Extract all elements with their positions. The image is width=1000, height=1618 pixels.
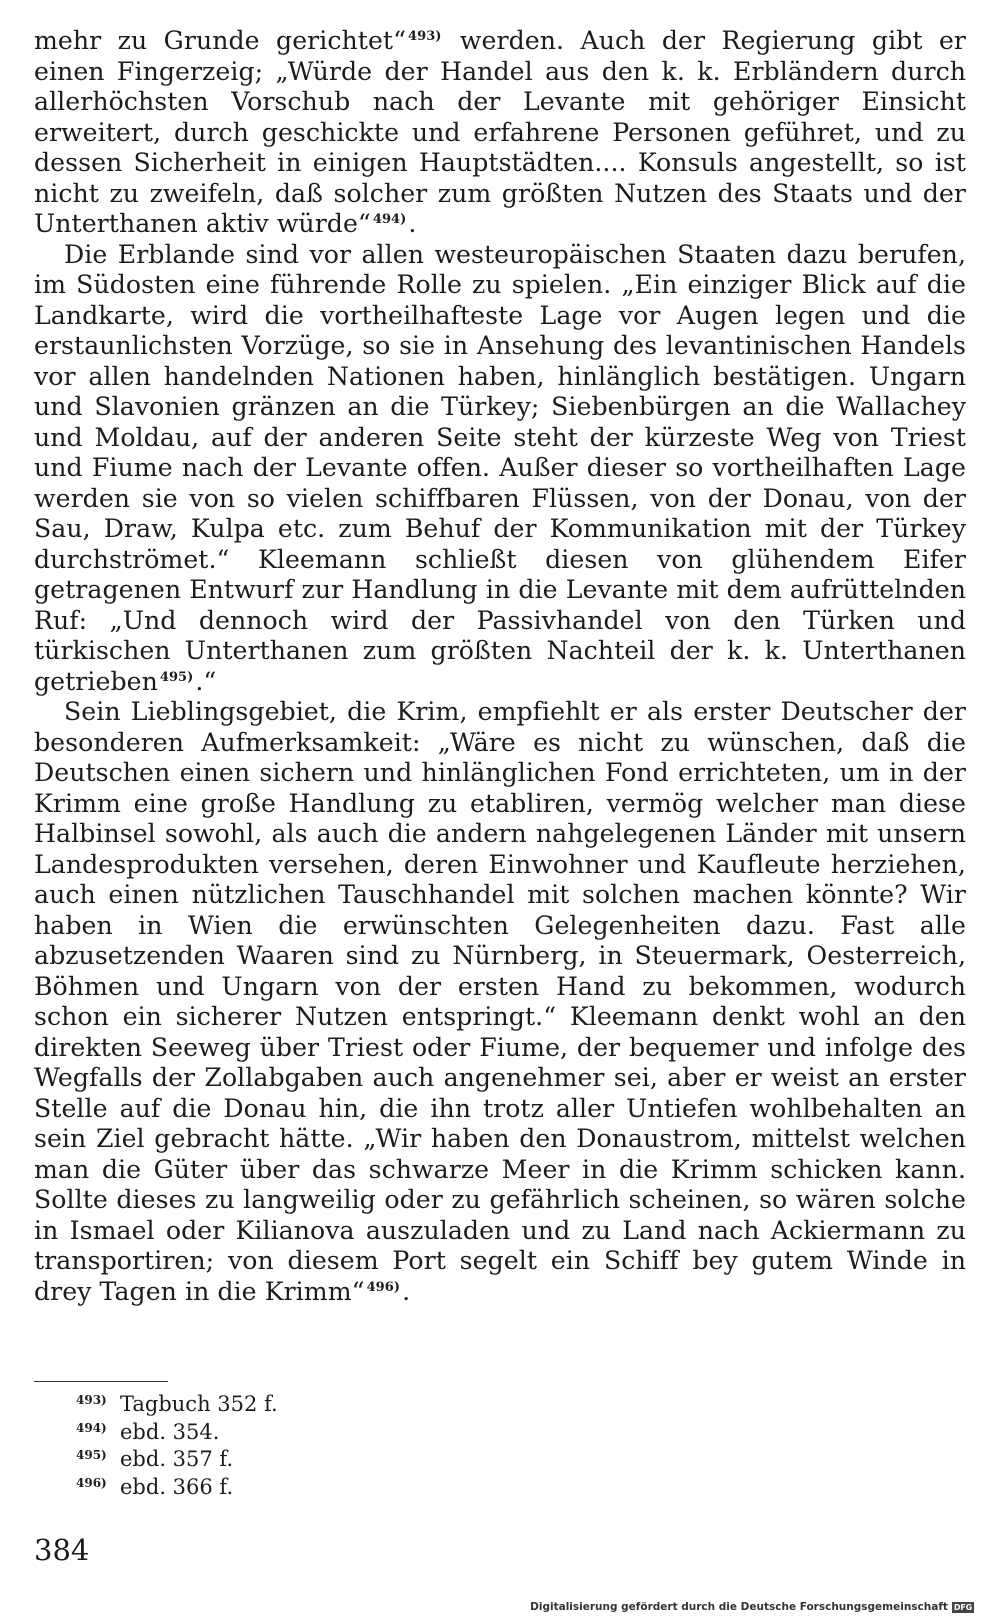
footnote-text: ebd. 354. [120,1419,220,1444]
main-text [34,26,966,1307]
text-run: mehr zu Grunde gerichtet“ [34,26,407,55]
footnote-ref-494[interactable]: 494) [372,212,407,227]
footnote-number: 493) [76,1393,107,1407]
footnote-text: Tagbuch 352 f. [120,1392,278,1416]
footnote-ref-496[interactable]: 496) [366,1279,401,1295]
text-run: . [408,209,417,238]
dfg-logo-icon: DFG [953,1602,972,1612]
text-run: werden. Auch der Regierung gibt er einen Fingerzeig; „Würde der Handel aus den k. k. Erbländern durch allerhöchsten Vorschub nach der Levante mit gehöriger Einsicht erweitert, durch geschickte und erfahrene Personen geführet, und zu dessen Sicherheit in einigen Hauptstädten.... Konsuls angestellt, so ist nicht zu zweifeln, daß solcher zum größten Nutzen des Staats und der Unterthanen aktiv würde“ [34,26,966,238]
footnote-493 [76,1392,676,1420]
text-run: Sein Lieblingsgebiet, die Krim, empfiehlt er als erster Deutscher der besonderen Aufmerksamkeit: „Wäre es nicht zu wünschen, daß die Deutschen einen sichern und hinlänglichen Fond errichteten, um in der Krimm eine große Handlung zu etabliren, vermög welcher man diese Halbinsel sowohl, als auch die andern nahgelegenen Länder mit unsern Landesprodukten versehen, deren Einwohner und Kaufleute herziehen, auch einen nützlichen Tauschhandel mit solchen machen könnte? Wir haben in Wien die erwünschten Gelegenheiten dazu. Fast alle abzusetzenden Waaren sind zu Nürnberg, in Steuermark, Oesterreich, Böhmen und Ungarn von der ersten Hand zu bekommen, wodurch schon ein sicherer Nutzen entspringt.“ Kleemann denkt wohl an den direkten Seeweg über Triest oder Fiume, der bequemer und infolge des Wegfalls der Zollabgaben auch angenehmer sei, aber er weist an erster Stelle auf die Donau hin, die ihn trotz aller Untiefen wohlbehalten an sein Ziel gebracht hätte. „Wir haben den Donaustrom, mittelst welchen man die Güter über das schwarze Meer in die Krimm schicken kann. Sollte dieses zu langweilig oder zu gefährlich scheinen, so wären solche in Ismael oder Kilianova auszuladen und zu Land nach Ackiermann zu transportiren; von diesem Port segelt ein Schiff bey gutem Winde in drey Tagen in die Krimm“ [34,697,966,1306]
credit-text: Digitalisierung gefördert durch die Deutsche Forschungsgemeinschaft [530,1601,948,1613]
paragraph-1 [34,26,966,240]
page-number: 384 [34,1533,90,1567]
digitization-credit [530,1601,974,1613]
footnote-ref-495[interactable]: 495) [159,669,194,685]
footnote-number: 495) [76,1448,107,1462]
footnote-ref-493[interactable]: 493) [408,29,442,44]
footnote-496 [76,1475,676,1503]
footnote-number: 496) [76,1475,107,1490]
footnote-number: 494) [76,1420,107,1435]
footnote-495 [76,1447,676,1475]
text-run: Die Erblande sind vor allen westeuropäischen Staaten dazu berufen, im Südosten eine führende Rolle zu spielen. „Ein einziger Blick auf die Landkarte, wird die vortheilhafteste Lage vor Augen legen und die erstaunlichsten Vorzüge, so sie in Ansehung des levantinischen Handels vor allen handelnden Nationen haben, hinlänglich bestätigen. Ungarn und Slavonien gränzen an die Türkey; Siebenbürgen an die Wallachey und Moldau, auf der anderen Seite steht der kürzeste Weg von Triest und Fiume nach der Levante offen. Außer dieser so vortheilhaften Lage werden sie von so vielen schiffbaren Flüssen, von der Donau, von der Sau, Draw, Kulpa etc. zum Behuf der Kommunikation mit der Türkey durchströmet.“ Kleemann schließt diesen von glühendem Eifer getragenen Entwurf zur Handlung in die Levante mit dem aufrüttelnden Ruf: „Und dennoch wird der Passivhandel von den Türken und türkischen Unterthanen zum größten Nachteil der k. k. Unterthanen getrieben [34,239,966,696]
footnote-text: ebd. 366 f. [120,1474,234,1499]
footnote-text: ebd. 357 f. [120,1447,234,1471]
footnotes [76,1392,676,1502]
footnote-separator [34,1381,168,1382]
text-run: . [402,1276,411,1306]
text-run: .“ [195,666,217,696]
paragraph-2 [34,240,966,698]
paragraph-3 [34,697,966,1307]
footnote-494 [76,1420,676,1448]
